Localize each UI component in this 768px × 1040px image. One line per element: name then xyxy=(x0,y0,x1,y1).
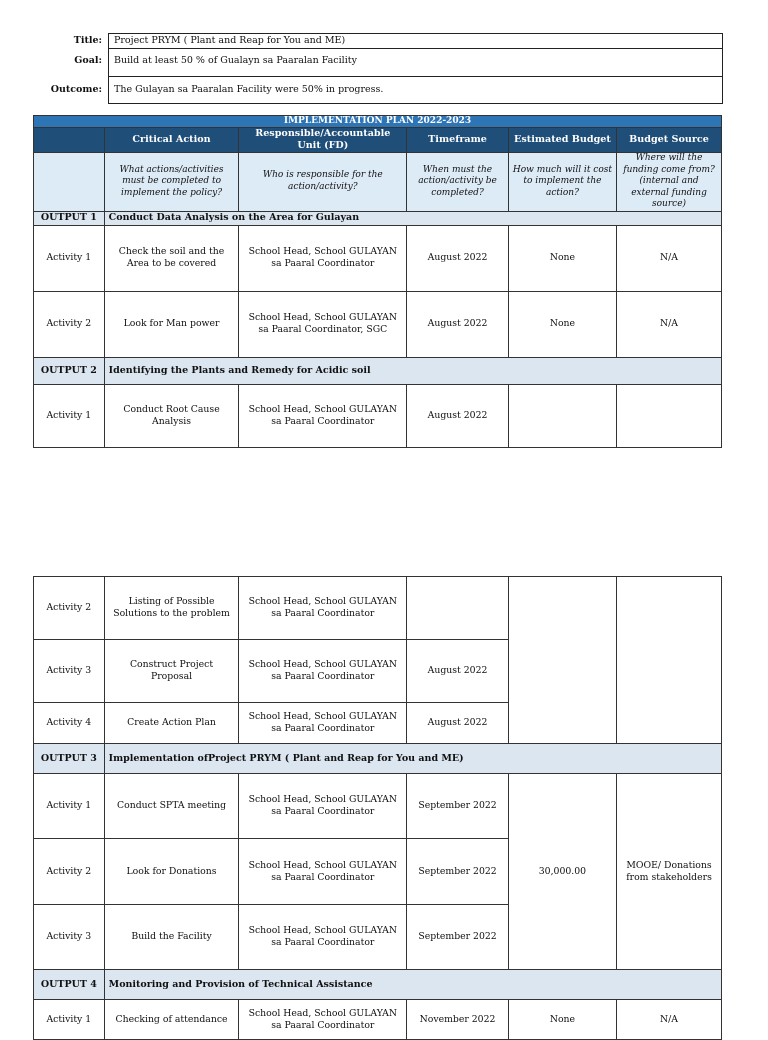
guide-estimated-budget: How much will it cost to implement the action? xyxy=(508,153,616,212)
activity-timeframe: August 2022 xyxy=(407,703,509,744)
goal-label: Goal: xyxy=(74,54,102,66)
activity-label: Activity 1 xyxy=(34,384,105,447)
activity-budget xyxy=(508,577,616,744)
guide-responsible: Who is responsible for the action/activity? xyxy=(239,153,407,212)
activity-source xyxy=(617,577,722,744)
activity-label: Activity 1 xyxy=(34,774,105,839)
activity-responsible: School Head, School GULAYAN sa Paaral Coordinator xyxy=(239,774,407,839)
header-estimated-budget: Estimated Budget xyxy=(508,128,616,153)
activity-label: Activity 3 xyxy=(34,640,105,703)
activity-source xyxy=(617,384,722,447)
output-label: OUTPUT 1 xyxy=(34,211,105,225)
activity-action: Look for Donations xyxy=(104,839,239,905)
activity-source: N/A xyxy=(617,291,722,357)
activity-responsible: School Head, School GULAYAN sa Paaral Coordinator xyxy=(239,225,407,291)
output-label: OUTPUT 3 xyxy=(34,744,105,774)
header-critical-action: Critical Action xyxy=(104,128,239,153)
header-budget-source: Budget Source xyxy=(617,128,722,153)
table-row xyxy=(34,774,722,839)
table-row xyxy=(34,577,722,640)
activity-action: Checking of attendance xyxy=(104,1000,239,1040)
activity-action: Build the Facility xyxy=(104,905,239,970)
activity-label: Activity 3 xyxy=(34,905,105,970)
output-text: Conduct Data Analysis on the Area for Gulayan xyxy=(104,211,721,225)
activity-responsible: School Head, School GULAYAN sa Paaral Coordinator xyxy=(239,1000,407,1040)
title-label: Title: xyxy=(73,35,102,46)
header-responsible: Responsible/Accountable Unit (FD) xyxy=(239,128,407,153)
activity-action: Construct Project Proposal xyxy=(104,640,239,703)
activity-timeframe: September 2022 xyxy=(407,905,509,970)
activity-responsible: School Head, School GULAYAN sa Paaral Coordinator xyxy=(239,839,407,905)
header-timeframe: Timeframe xyxy=(407,128,509,153)
activity-timeframe xyxy=(407,577,509,640)
guide-timeframe: When must the action/activity be completed? xyxy=(407,153,509,212)
activity-label: Activity 2 xyxy=(34,839,105,905)
activity-responsible: School Head, School GULAYAN sa Paaral Coordinator xyxy=(239,703,407,744)
activity-budget: None xyxy=(508,1000,616,1040)
activity-source: N/A xyxy=(617,1000,722,1040)
output-text: Identifying the Plants and Remedy for Acidic soil xyxy=(104,357,721,384)
activity-responsible: School Head, School GULAYAN sa Paaral Coordinator xyxy=(239,384,407,447)
activity-timeframe: August 2022 xyxy=(407,291,509,357)
activity-timeframe: September 2022 xyxy=(407,774,509,839)
activity-action: Listing of Possible Solutions to the problem xyxy=(104,577,239,640)
activity-responsible: School Head, School GULAYAN sa Paaral Coordinator xyxy=(239,640,407,703)
outcome-label: Outcome: xyxy=(50,84,102,95)
activity-timeframe: November 2022 xyxy=(407,1000,509,1040)
activity-timeframe: August 2022 xyxy=(407,225,509,291)
activity-timeframe: August 2022 xyxy=(407,384,509,447)
table-row xyxy=(34,1000,722,1040)
activity-responsible: School Head, School GULAYAN sa Paaral Coordinator xyxy=(239,577,407,640)
guide-critical-action: What actions/activities must be completed to implement the policy? xyxy=(104,153,239,212)
table-row xyxy=(34,384,722,447)
implementation-plan-table-continued xyxy=(33,576,722,1040)
activity-action: Conduct Root Cause Analysis xyxy=(104,384,239,447)
outcome-value: The Gulayan sa Paaralan Facility were 50% in progress. xyxy=(109,77,723,104)
activity-label: Activity 1 xyxy=(34,225,105,291)
activity-action: Look for Man power xyxy=(104,291,239,357)
activity-action: Conduct SPTA meeting xyxy=(104,774,239,839)
implementation-plan-table xyxy=(33,115,722,448)
activity-action: Check the soil and the Area to be covered xyxy=(104,225,239,291)
activity-timeframe: August 2022 xyxy=(407,640,509,703)
plan-banner: IMPLEMENTATION PLAN 2022-2023 xyxy=(34,116,722,128)
output-text: Implementation ofProject PRYM ( Plant and Reap for You and ME) xyxy=(104,744,721,774)
project-info-table xyxy=(33,33,723,104)
header-blank xyxy=(34,128,105,153)
activity-label: Activity 1 xyxy=(34,1000,105,1040)
activity-label: Activity 2 xyxy=(34,577,105,640)
activity-source: N/A xyxy=(617,225,722,291)
activity-responsible: School Head, School GULAYAN sa Paaral Coordinator xyxy=(239,905,407,970)
output3-budget: 30,000.00 xyxy=(508,774,616,970)
output-text: Monitoring and Provision of Technical Assistance xyxy=(104,970,721,1000)
activity-action: Create Action Plan xyxy=(104,703,239,744)
guide-budget-source: Where will the funding come from? (internal and external funding source) xyxy=(617,153,722,212)
activity-responsible: School Head, School GULAYAN sa Paaral Coordinator, SGC xyxy=(239,291,407,357)
table-row xyxy=(34,291,722,357)
activity-label: Activity 4 xyxy=(34,703,105,744)
activity-budget: None xyxy=(508,291,616,357)
title-value: Project PRYM ( Plant and Reap for You and ME) xyxy=(109,34,723,49)
activity-label: Activity 2 xyxy=(34,291,105,357)
table-row xyxy=(34,225,722,291)
output3-source: MOOE/ Donations from stakeholders xyxy=(617,774,722,970)
activity-budget xyxy=(508,384,616,447)
activity-timeframe: September 2022 xyxy=(407,839,509,905)
activity-budget: None xyxy=(508,225,616,291)
goal-value: Build at least 50 % of Gualayn sa Paaralan Facility xyxy=(109,49,723,77)
guide-blank xyxy=(34,153,105,212)
output-label: OUTPUT 4 xyxy=(34,970,105,1000)
output-label: OUTPUT 2 xyxy=(34,357,105,384)
